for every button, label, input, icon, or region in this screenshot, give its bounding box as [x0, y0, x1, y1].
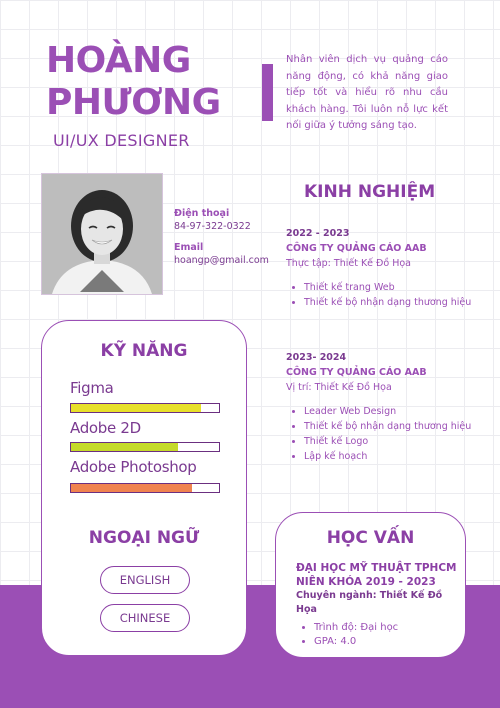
- first-name: HOÀNG: [46, 40, 191, 81]
- language-chinese: CHINESE: [100, 604, 190, 632]
- job-2: [286, 350, 471, 464]
- accent-bar: [262, 64, 273, 121]
- education-period: NIÊN KHÓA 2019 - 2023: [296, 576, 436, 588]
- job-company: CÔNG TY QUẢNG CÁO AAB: [286, 243, 427, 254]
- skill-name-adobe-2d: Adobe 2D: [70, 419, 141, 437]
- job-task: • Thiết kế Logo: [304, 434, 471, 449]
- education-detail: • GPA: 4.0: [314, 635, 465, 649]
- job-position: Thực tập: Thiết Kế Đồ Họa: [286, 258, 412, 269]
- job-company: CÔNG TY QUẢNG CÁO AAB: [286, 367, 427, 378]
- education-detail: • Trình độ: Đại học: [314, 621, 465, 635]
- education-body: [296, 561, 465, 649]
- job-years: 2022 - 2023: [286, 228, 350, 239]
- job-task: • Thiết kế trang Web: [304, 280, 471, 295]
- skill-meter-figma: [70, 403, 220, 413]
- job-task: • Thiết kế bộ nhận dạng thương hiệu: [304, 419, 471, 434]
- phone-value: 84-97-322-0322: [174, 221, 251, 232]
- last-name: PHƯƠNG: [46, 82, 221, 123]
- profile-photo: [41, 173, 163, 295]
- job-task-list: [286, 404, 471, 464]
- job-years: 2023- 2024: [286, 352, 347, 363]
- job-task: • Leader Web Design: [304, 404, 471, 419]
- skill-fill: [71, 404, 201, 412]
- education-title: HỌC VẤN: [326, 528, 415, 548]
- skills-card: [41, 320, 247, 656]
- job-task: • Lập kế hoạch: [304, 449, 471, 464]
- skill-fill: [71, 484, 192, 492]
- email-label: Email: [174, 242, 204, 253]
- skills-title: KỸ NĂNG: [100, 341, 188, 361]
- education-details: [296, 621, 465, 649]
- job-1: [286, 226, 471, 310]
- experience-title: KINH NGHIỆM: [304, 182, 436, 202]
- skill-name-figma: Figma: [70, 379, 114, 397]
- skill-name-photoshop: Adobe Photoshop: [70, 458, 197, 476]
- job-role: UI/UX DESIGNER: [53, 131, 190, 150]
- education-school: ĐẠI HỌC MỸ THUẬT TPHCM: [296, 562, 457, 574]
- phone-label: Điện thoại: [174, 208, 230, 219]
- contact-block: [174, 207, 269, 267]
- intro-text: Nhân viên dịch vụ quảng cáo năng động, có khả năng giao tiếp tốt và hiểu rõ nhu cầu khách hàng. Tôi luôn nỗ lực kết nối giữa ý tưởng sáng tạo.: [286, 54, 448, 131]
- name-heading: [46, 40, 221, 124]
- education-card: [275, 512, 466, 658]
- skill-meter-photoshop: [70, 483, 220, 493]
- languages-title: NGOẠI NGỮ: [88, 528, 200, 548]
- skill-fill: [71, 443, 178, 451]
- language-english: ENGLISH: [100, 566, 190, 594]
- job-position: Vị trí: Thiết Kế Đồ Họa: [286, 382, 392, 393]
- job-task: • Thiết kế bộ nhận dạng thương hiệu: [304, 295, 471, 310]
- email-value: hoangp@gmail.com: [174, 255, 269, 266]
- education-major: Chuyên ngành: Thiết Kế Đồ Họa: [296, 590, 443, 615]
- skill-meter-adobe-2d: [70, 442, 220, 452]
- job-task-list: [286, 280, 471, 310]
